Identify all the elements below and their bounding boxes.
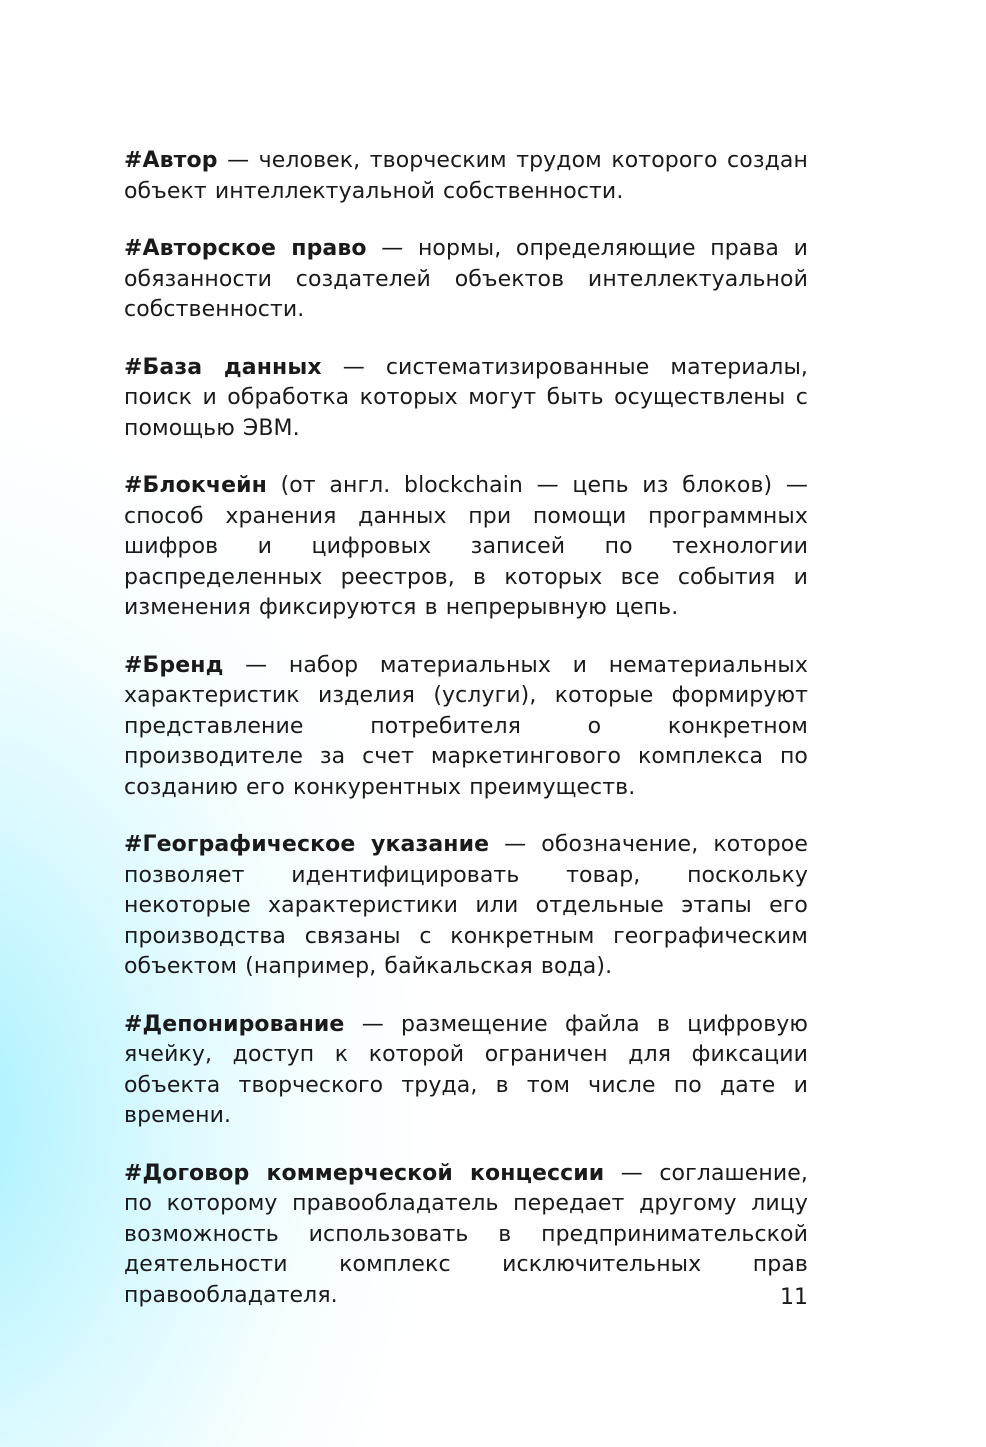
glossary-entry-baza-dannyh: [124, 353, 808, 445]
glossary-entry-blokchein: [124, 471, 808, 624]
glossary-term: #Авторское право: [124, 236, 367, 261]
glossary-term: #Блокчейн: [124, 473, 267, 498]
glossary-entry-dogovor-koncessii: [124, 1159, 808, 1312]
glossary-definition: — соглашение, по которому правообладатель передает другому лицу возможность использовать в предпринимательской деятельности комплекс исключительных прав правообладателя.: [124, 1160, 808, 1308]
glossary-definition: — обозначение, которое позволяет идентифицировать товар, поскольку некоторые характеристики или отдельные этапы его производства связаны с конкретным географическим объектом (например, байкальская вода).: [124, 832, 808, 979]
glossary-definition: — размещение файла в цифровую ячейку, доступ к которой ограничен для фиксации объекта творческого труда, в том числе по дате и времени.: [124, 1011, 808, 1128]
glossary-definition: — нормы, определяющие права и обязанности создателей объектов интеллектуальной собственности.: [124, 236, 808, 322]
glossary-entry-avtor: [124, 146, 808, 207]
glossary: [124, 146, 808, 1338]
glossary-entry-geograficheskoe-ukazanie: [124, 830, 808, 983]
glossary-term: #Договор коммерческой концессии: [124, 1160, 605, 1186]
glossary-term: #Депонирование: [124, 1011, 345, 1037]
glossary-entry-brend: [124, 651, 808, 804]
glossary-definition: (от англ. blockchain — цепь из блоков) — способ хранения данных при помощи программных шифров и цифровых записей по технологии распределенных реестров, в которых все события и изменения фиксируются в непрерывную цепь.: [124, 473, 808, 620]
glossary-term: #Бренд: [124, 652, 224, 678]
glossary-entry-deponirovanie: [124, 1010, 808, 1132]
glossary-entry-avtorskoe-pravo: [124, 234, 808, 326]
glossary-term: #Географическое указание: [124, 832, 490, 857]
glossary-definition: — систематизированные материалы, поиск и обработка которых могут быть осуществлены с помощью ЭВМ.: [124, 354, 809, 441]
page-number: 11: [780, 1285, 808, 1310]
glossary-definition: — набор материальных и нематериальных характеристик изделия (услуги), которые формируют представление потребителя о конкретном производителе за счет маркетингового комплекса по созданию его конкурентных преимуществ.: [124, 652, 808, 800]
glossary-term: #Автор: [124, 148, 218, 173]
glossary-definition: — человек, творческим трудом которого создан объект интеллектуальной собственности.: [124, 148, 808, 204]
glossary-term: #База данных: [124, 354, 322, 380]
